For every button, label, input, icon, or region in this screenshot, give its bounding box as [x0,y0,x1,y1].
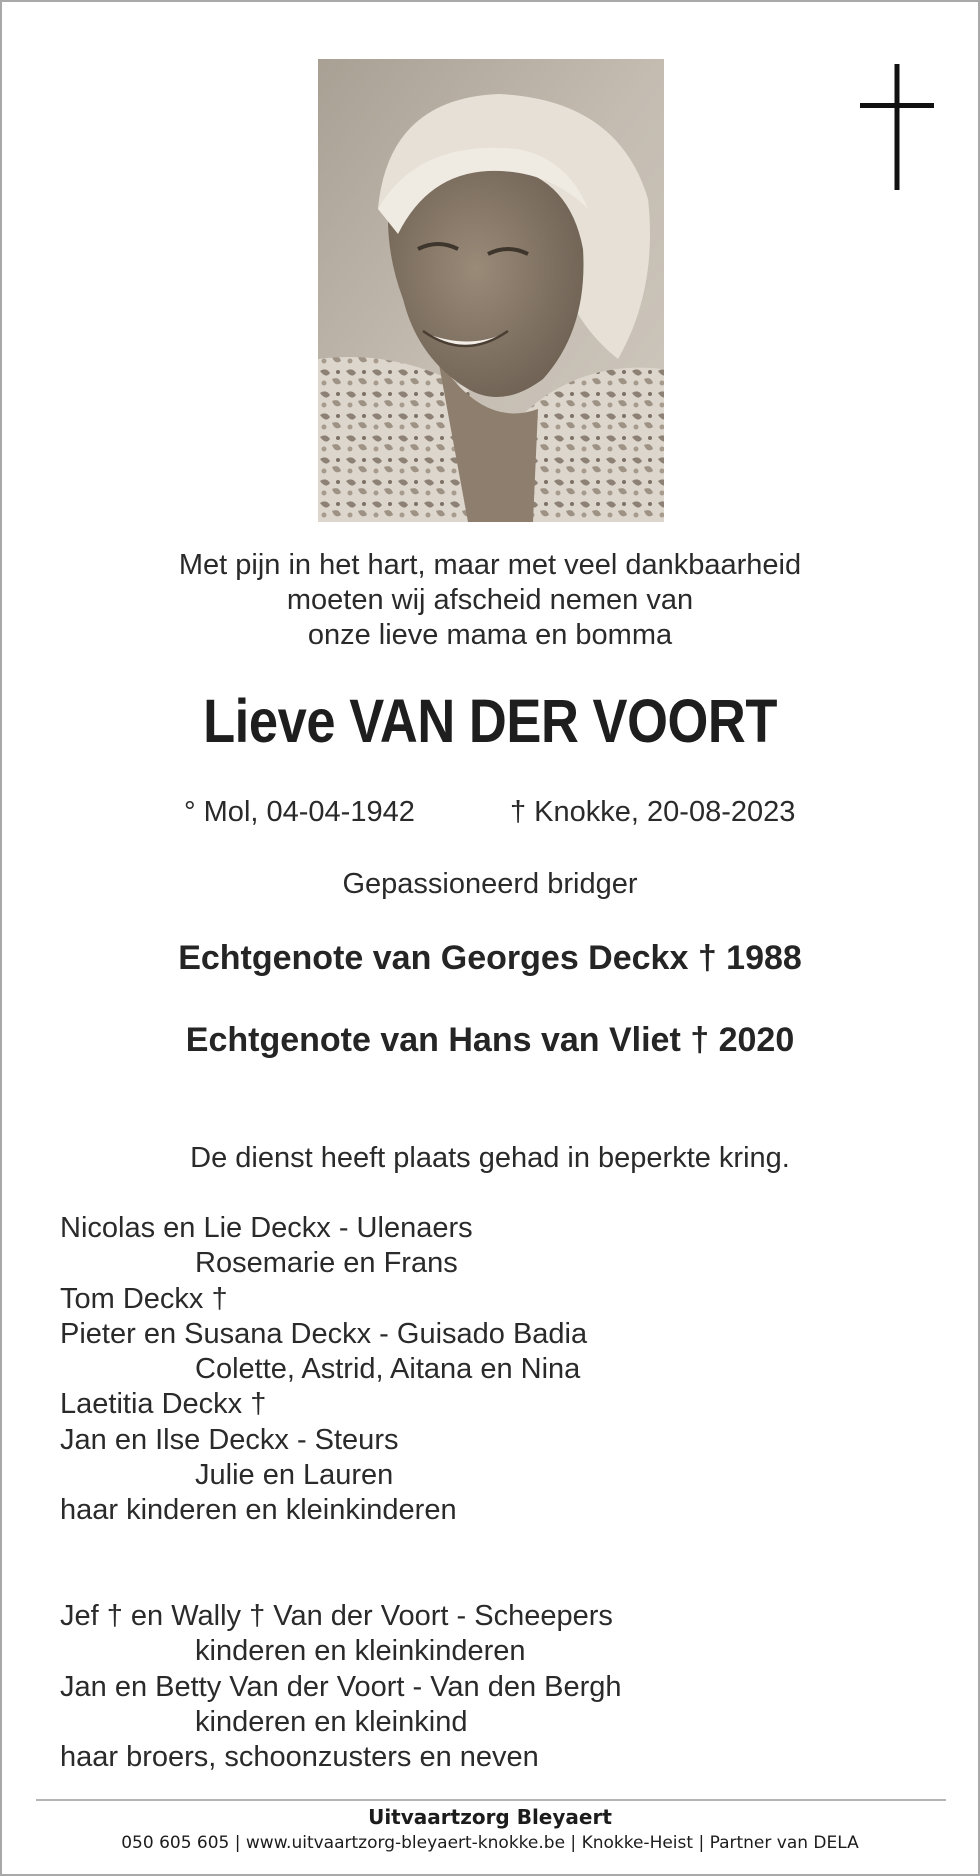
family-line: Julie en Lauren [195,1459,394,1492]
family-line: Jan en Betty Van der Voort - Van den Bergh [60,1670,622,1703]
intro-line: onze lieve mama en bomma [307,619,673,651]
portrait-photo [318,59,664,522]
family-line: kinderen en kleinkinderen [195,1635,526,1668]
family-line: haar kinderen en kleinkinderen [60,1494,457,1527]
family-line: Colette, Astrid, Aitana en Nina [195,1353,581,1386]
family-line: haar broers, schoonzusters en neven [60,1741,539,1774]
intro-line: moeten wij afscheid nemen van [286,584,694,616]
funeral-company-info: 050 605 605 | www.uitvaartzorg-bleyaert-knokke.be | Knokke-Heist | Partner van DELA [121,1833,859,1853]
family-line: Jef † en Wally † Van der Voort - Scheepers [60,1600,613,1632]
spouse-line: Echtgenote van Hans van Vliet † 2020 [185,1021,795,1059]
family-children-list [60,1211,587,1529]
portrait-illustration [318,59,664,522]
spouse-line: Echtgenote van Georges Deckx † 1988 [178,939,802,977]
passion-line: Gepassioneerd bridger [342,868,638,900]
funeral-company-name: Uitvaartzorg Bleyaert [368,1805,612,1829]
footer-divider [36,1799,946,1801]
family-line: Nicolas en Lie Deckx - Ulenaers [60,1212,473,1244]
death-date: † Knokke, 20-08-2023 [510,796,796,828]
family-line: kinderen en kleinkind [195,1705,468,1738]
family-siblings-list [60,1599,622,1775]
birth-date: ° Mol, 04-04-1942 [184,796,415,828]
intro-line: Met pijn in het hart, maar met veel dankbaarheid [178,549,802,581]
family-line: Rosemarie en Frans [195,1247,458,1280]
intro-text [2,548,978,653]
family-line: Pieter en Susana Deckx - Guisado Badia [60,1317,588,1350]
service-note: De dienst heeft plaats gehad in beperkte kring. [190,1142,790,1174]
cross-icon [860,64,934,190]
deceased-name: Lieve VAN DER VOORT [203,687,777,755]
family-line: Tom Deckx † [60,1282,228,1315]
family-line: Laetitia Deckx † [60,1388,267,1421]
family-line: Jan en Ilse Deckx - Steurs [60,1423,399,1456]
